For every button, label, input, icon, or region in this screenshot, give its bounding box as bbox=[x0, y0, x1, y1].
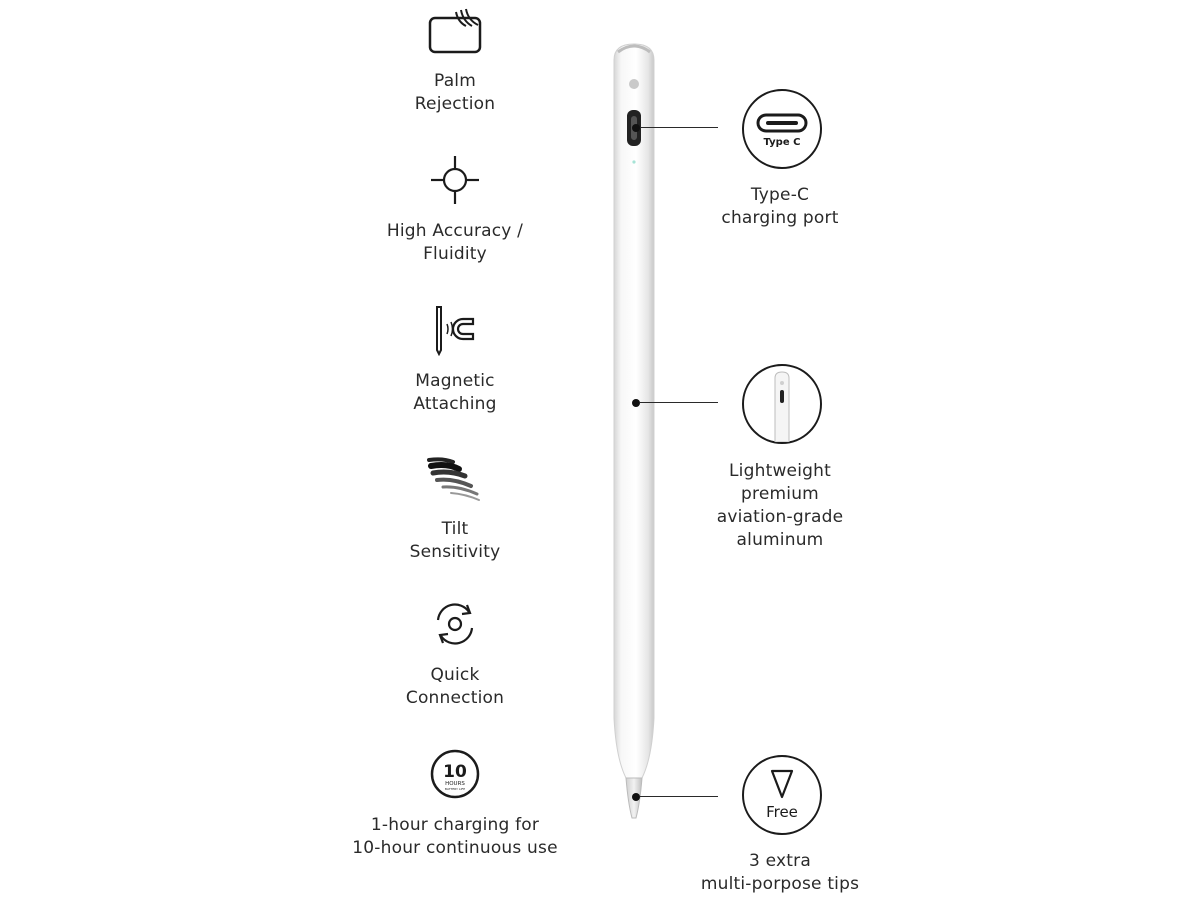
feature-quick-connection bbox=[340, 598, 570, 710]
callout-label: Type-C charging port bbox=[721, 185, 839, 228]
pen-tip-badge bbox=[742, 755, 822, 835]
callout-tips bbox=[690, 850, 870, 896]
feature-label: High Accuracy / Fluidity bbox=[386, 221, 524, 264]
pen-tip-icon bbox=[744, 757, 820, 833]
battery-unit: HOURS bbox=[445, 781, 465, 787]
callout-label: Lightweight premium aviation-grade aluminum bbox=[716, 461, 844, 550]
leader-dot-tip bbox=[632, 793, 640, 801]
feature-tilt bbox=[340, 454, 570, 564]
battery-life-icon bbox=[429, 748, 481, 800]
usb-type-c-icon bbox=[744, 91, 820, 167]
free-badge-text: Free bbox=[766, 803, 798, 821]
feature-battery bbox=[340, 748, 570, 860]
tilt-stroke-icon bbox=[423, 454, 487, 504]
sync-icon bbox=[429, 598, 481, 650]
feature-label: Magnetic Attaching bbox=[413, 371, 497, 414]
feature-label: Tilt Sensitivity bbox=[409, 519, 501, 562]
callout-type-c bbox=[690, 184, 870, 230]
callout-aluminum bbox=[690, 460, 870, 552]
usb-type-c-badge bbox=[742, 89, 822, 169]
stylus-pen bbox=[598, 38, 668, 828]
feature-palm-rejection bbox=[340, 8, 570, 116]
feature-magnetic bbox=[340, 304, 570, 416]
brand-logo-icon bbox=[629, 79, 639, 89]
battery-caption: BATTERY LIFE bbox=[444, 787, 466, 791]
leader-dot-body bbox=[632, 399, 640, 407]
feature-label: Palm Rejection bbox=[414, 71, 496, 114]
leader-line-body bbox=[640, 402, 718, 403]
palm-rejection-icon bbox=[426, 8, 484, 56]
feature-label: Quick Connection bbox=[405, 665, 505, 708]
leader-line-tip bbox=[640, 796, 718, 797]
pen-body-icon bbox=[744, 366, 820, 442]
leader-line-port bbox=[640, 127, 718, 128]
leader-dot-port bbox=[632, 124, 640, 132]
battery-number: 10 bbox=[443, 762, 467, 782]
feature-high-accuracy bbox=[340, 154, 570, 266]
type-c-badge-text: Type C bbox=[763, 137, 801, 148]
magnet-icon bbox=[423, 304, 487, 356]
callout-label: 3 extra multi-porpose tips bbox=[700, 851, 860, 894]
feature-label: 1-hour charging for 10-hour continuous use bbox=[352, 815, 558, 858]
pen-body-badge bbox=[742, 364, 822, 444]
crosshair-icon bbox=[429, 154, 481, 206]
